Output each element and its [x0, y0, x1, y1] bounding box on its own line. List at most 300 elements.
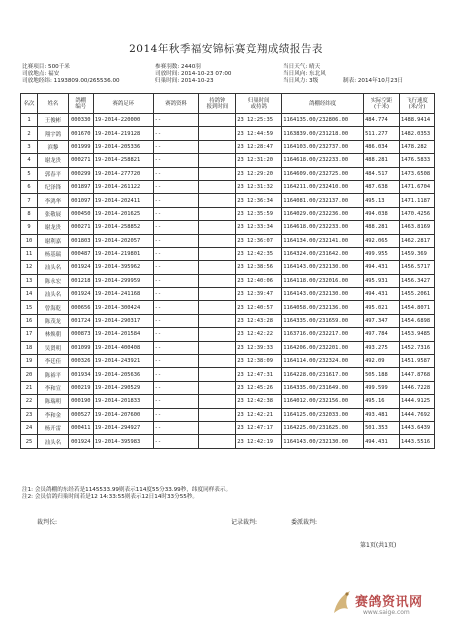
column-header: 赛鸽资料: [153, 94, 199, 114]
cell-info: --: [153, 140, 199, 153]
cell-loft: 000219: [68, 381, 93, 394]
cell-arrive: 23 12:38:56: [236, 261, 282, 274]
cell-coord: 1163839.00/231218.00: [282, 127, 364, 140]
cell-speed: 1473.6508: [399, 167, 434, 180]
cell-coord: 1164609.00/232725.00: [282, 167, 364, 180]
cell-loft: 001897: [68, 180, 93, 193]
meta-right: [283, 64, 326, 85]
cell-clock: [199, 408, 236, 421]
cell-ring: 19-2014-300424: [93, 301, 153, 314]
meta-event: 比赛项目: 500千米: [22, 64, 70, 70]
cell-coord: 1164081.00/232137.00: [282, 194, 364, 207]
cell-coord: 1164143.00/232130.00: [282, 435, 364, 448]
cell-loft: 000326: [68, 355, 93, 368]
cell-info: --: [153, 194, 199, 207]
cell-ring: 19-2014-261122: [93, 180, 153, 193]
cell-info: --: [153, 408, 199, 421]
cell-clock: [199, 221, 236, 234]
cell-clock: [199, 274, 236, 287]
cell-loft: 001803: [68, 234, 93, 247]
cell-name: 滨黎: [37, 140, 68, 153]
table-row: [21, 435, 435, 448]
watermark: [330, 585, 445, 625]
cell-rank: 20: [21, 368, 38, 381]
cell-name: 陈茂龙: [37, 314, 68, 327]
cell-ring: 19-2014-395983: [93, 435, 153, 448]
cell-dist: 494.431: [364, 261, 400, 274]
cell-name: 陈永宏: [37, 274, 68, 287]
table-row: [21, 288, 435, 301]
cell-name: 李鸿华: [37, 194, 68, 207]
cell-arrive: 23 12:42:35: [236, 247, 282, 260]
cell-clock: [199, 301, 236, 314]
cell-name: 吴贤明: [37, 341, 68, 354]
cell-name: 郭春平: [37, 167, 68, 180]
cell-loft: 000271: [68, 154, 93, 167]
cell-ring: 19-2014-205636: [93, 368, 153, 381]
cell-dist: 499.599: [364, 381, 400, 394]
cell-dist: 488.281: [364, 154, 400, 167]
cell-info: --: [153, 355, 199, 368]
table-row: [21, 114, 435, 127]
cell-dist: 495.16: [364, 395, 400, 408]
cell-speed: 1470.4256: [399, 207, 434, 220]
cell-name: 王俊彬: [37, 114, 68, 127]
cell-speed: 1456.3427: [399, 274, 434, 287]
column-header: 鸽棚 编号: [68, 94, 93, 114]
cell-info: --: [153, 421, 199, 434]
table-row: [21, 395, 435, 408]
table-row: [21, 421, 435, 434]
cell-loft: 000527: [68, 408, 93, 421]
cell-arrive: 23 12:39:33: [236, 341, 282, 354]
cell-ring: 19-2014-220000: [93, 114, 153, 127]
cell-name: 陈瑞明: [37, 395, 68, 408]
cell-coord: 1164134.00/232141.00: [282, 234, 364, 247]
cell-coord: 1164324.00/231642.00: [282, 247, 364, 260]
cell-clock: [199, 154, 236, 167]
cell-name: 汕头名: [37, 288, 68, 301]
cell-loft: 000656: [68, 301, 93, 314]
cell-info: --: [153, 154, 199, 167]
cell-loft: 000271: [68, 221, 93, 234]
cell-rank: 4: [21, 154, 38, 167]
meta-weather: 当日天气: 晴天: [283, 64, 321, 70]
cell-speed: 1482.0353: [399, 127, 434, 140]
meta-release-site: 司放地点: 福安: [22, 71, 60, 77]
cell-arrive: 23 12:40:06: [236, 274, 282, 287]
cell-rank: 14: [21, 288, 38, 301]
cell-name: 杨基瑞: [37, 247, 68, 260]
cell-speed: 1443.6439: [399, 421, 434, 434]
meta-release-coords: 司放地经纬: 1193809.00/265536.00: [22, 78, 120, 84]
cell-arrive: 23 12:42:22: [236, 328, 282, 341]
column-header: 实际空距 (千米): [364, 94, 400, 114]
cell-speed: 1446.7228: [399, 381, 434, 394]
cell-clock: [199, 355, 236, 368]
table-row: [21, 408, 435, 421]
cell-name: 张敬展: [37, 207, 68, 220]
column-header: 飞行速度 (米/分): [399, 94, 434, 114]
cell-name: 林焕朝: [37, 328, 68, 341]
cell-info: --: [153, 114, 199, 127]
cell-rank: 19: [21, 355, 38, 368]
cell-clock: [199, 314, 236, 327]
cell-rank: 2: [21, 127, 38, 140]
cell-clock: [199, 435, 236, 448]
cell-info: --: [153, 167, 199, 180]
meta-left: [22, 64, 120, 85]
cell-loft: 000190: [68, 395, 93, 408]
cell-name: 纪泽锋: [37, 180, 68, 193]
cell-info: --: [153, 261, 199, 274]
pigeon-logo-icon: [330, 587, 354, 617]
cell-info: --: [153, 288, 199, 301]
cell-dist: 488.281: [364, 221, 400, 234]
report-title: 2014年秋季福安锦标赛竞翔成绩报告表: [129, 43, 323, 55]
cell-coord: 1164125.00/232033.00: [282, 408, 364, 421]
column-header: 姓名: [37, 94, 68, 114]
watermark-url: www.saige.com: [363, 609, 410, 616]
cell-rank: 7: [21, 194, 38, 207]
cell-arrive: 23 12:44:59: [236, 127, 282, 140]
cell-dist: 501.353: [364, 421, 400, 434]
cell-arrive: 23 12:36:07: [236, 234, 282, 247]
cell-coord: 1164012.00/232156.00: [282, 395, 364, 408]
cell-loft: 000487: [68, 247, 93, 260]
cell-speed: 1478.282: [399, 140, 434, 153]
cell-arrive: 23 12:42:21: [236, 408, 282, 421]
cell-arrive: 23 12:35:59: [236, 207, 282, 220]
column-header: 持鸽钟 报到时间: [199, 94, 236, 114]
cell-dist: 492.09: [364, 355, 400, 368]
cell-speed: 1452.7316: [399, 341, 434, 354]
cell-name: 汕头名: [37, 435, 68, 448]
cell-ring: 19-2014-294927: [93, 421, 153, 434]
cell-speed: 1463.8169: [399, 221, 434, 234]
cell-rank: 23: [21, 408, 38, 421]
cell-speed: 1462.2817: [399, 234, 434, 247]
cell-ring: 19-2014-201625: [93, 207, 153, 220]
cell-rank: 5: [21, 167, 38, 180]
cell-rank: 1: [21, 114, 38, 127]
cell-info: --: [153, 368, 199, 381]
cell-ring: 19-2014-201584: [93, 328, 153, 341]
table-row: [21, 247, 435, 260]
cell-coord: 1164618.00/232233.00: [282, 221, 364, 234]
cell-coord: 1164058.00/232136.00: [282, 301, 364, 314]
table-row: [21, 355, 435, 368]
cell-name: 陈裕平: [37, 368, 68, 381]
table-row: [21, 368, 435, 381]
cell-rank: 18: [21, 341, 38, 354]
cell-ring: 19-2014-201833: [93, 395, 153, 408]
cell-ring: 19-2014-202057: [93, 234, 153, 247]
cell-coord: 1164103.00/232737.00: [282, 140, 364, 153]
table-header-row: [21, 94, 435, 114]
cell-clock: [199, 395, 236, 408]
cell-ring: 19-2014-207600: [93, 408, 153, 421]
table-row: [21, 180, 435, 193]
cell-loft: 001934: [68, 368, 93, 381]
cell-dist: 492.065: [364, 234, 400, 247]
cell-speed: 1476.5833: [399, 154, 434, 167]
cell-dist: 495.931: [364, 274, 400, 287]
cell-name: 汕头名: [37, 261, 68, 274]
referee-label: 裁判长:: [37, 519, 58, 526]
cell-dist: 505.188: [364, 368, 400, 381]
table-row: [21, 301, 435, 314]
column-header: 鸽棚经纬度: [282, 94, 364, 114]
cell-arrive: 23 12:39:47: [236, 288, 282, 301]
cell-rank: 21: [21, 381, 38, 394]
cell-speed: 1454.8071: [399, 301, 434, 314]
cell-name: 谢龙贵: [37, 154, 68, 167]
cell-info: --: [153, 341, 199, 354]
table-row: [21, 221, 435, 234]
cell-info: --: [153, 207, 199, 220]
cell-clock: [199, 167, 236, 180]
cell-name: 谢利嘉: [37, 234, 68, 247]
table-row: [21, 167, 435, 180]
cell-name: 李和宣: [37, 381, 68, 394]
table-row: [21, 381, 435, 394]
meta-date: 制表: 2014年10月23日: [343, 78, 404, 84]
cell-clock: [199, 288, 236, 301]
cell-arrive: 23 12:31:20: [236, 154, 282, 167]
cell-arrive: 23 12:36:34: [236, 194, 282, 207]
cell-coord: 1164206.00/232201.00: [282, 341, 364, 354]
cell-loft: 001924: [68, 435, 93, 448]
cell-arrive: 23 12:31:32: [236, 180, 282, 193]
meta-release-time: 司放时间: 2014-10-23 07:00: [155, 71, 232, 77]
cell-rank: 12: [21, 261, 38, 274]
cell-ring: 19-2014-290529: [93, 381, 153, 394]
cell-rank: 25: [21, 435, 38, 448]
cell-rank: 9: [21, 221, 38, 234]
cell-rank: 17: [21, 328, 38, 341]
cell-clock: [199, 234, 236, 247]
cell-info: --: [153, 314, 199, 327]
cell-ring: 19-2014-202411: [93, 194, 153, 207]
cell-clock: [199, 328, 236, 341]
cell-arrive: 23 12:25:35: [236, 114, 282, 127]
column-header: 归巢时间 或持鸽: [236, 94, 282, 114]
cell-arrive: 23 12:38:09: [236, 355, 282, 368]
cell-clock: [199, 207, 236, 220]
cell-ring: 19-2014-241168: [93, 288, 153, 301]
cell-clock: [199, 114, 236, 127]
cell-ring: 19-2014-219128: [93, 127, 153, 140]
cell-dist: 497.784: [364, 328, 400, 341]
table-row: [21, 154, 435, 167]
cell-speed: 1444.7692: [399, 408, 434, 421]
cell-info: --: [153, 180, 199, 193]
cell-loft: 000873: [68, 328, 93, 341]
cell-ring: 19-2014-243921: [93, 355, 153, 368]
note-2: 注2: 会员信鸽归巢时间若是12 14:33:55则表示12日14时33分55秒。: [22, 494, 198, 500]
cell-loft: 001999: [68, 140, 93, 153]
table-row: [21, 261, 435, 274]
cell-info: --: [153, 221, 199, 234]
cell-ring: 19-2014-290317: [93, 314, 153, 327]
cell-dist: 511.277: [364, 127, 400, 140]
cell-ring: 19-2014-400408: [93, 341, 153, 354]
cell-dist: 497.347: [364, 314, 400, 327]
cell-info: --: [153, 381, 199, 394]
column-header: 赛鸽足环: [93, 94, 153, 114]
cell-name: 翔宇鸽: [37, 127, 68, 140]
cell-dist: 494.038: [364, 207, 400, 220]
cell-loft: 001724: [68, 314, 93, 327]
cell-rank: 6: [21, 180, 38, 193]
table-row: [21, 234, 435, 247]
cell-speed: 1488.9414: [399, 114, 434, 127]
table-row: [21, 274, 435, 287]
table-row: [21, 127, 435, 140]
meta-entries: 参赛羽数: 2440羽: [155, 64, 201, 70]
cell-dist: 495.13: [364, 194, 400, 207]
cell-ring: 19-2014-277720: [93, 167, 153, 180]
table-row: [21, 194, 435, 207]
cell-rank: 11: [21, 247, 38, 260]
note-1: 注1: 会员鸽棚的东经若是1145533.99则表示114度55分33.99秒，纬度同样表示。: [22, 487, 232, 493]
cell-arrive: 23 12:42:38: [236, 395, 282, 408]
cell-coord: 1164225.00/231625.00: [282, 421, 364, 434]
cell-info: --: [153, 435, 199, 448]
cell-clock: [199, 421, 236, 434]
cell-dist: 494.431: [364, 435, 400, 448]
cell-loft: 001924: [68, 288, 93, 301]
cell-coord: 1164143.00/232130.00: [282, 261, 364, 274]
cell-coord: 1164335.00/231659.00: [282, 314, 364, 327]
cell-ring: 19-2014-219801: [93, 247, 153, 260]
cell-arrive: 23 12:29:20: [236, 167, 282, 180]
cell-dist: 494.431: [364, 288, 400, 301]
cell-speed: 1451.9587: [399, 355, 434, 368]
cell-clock: [199, 140, 236, 153]
cell-clock: [199, 180, 236, 193]
cell-loft: 001097: [68, 194, 93, 207]
cell-name: 曾海乾: [37, 301, 68, 314]
cell-coord: 1164118.00/232016.00: [282, 274, 364, 287]
cell-coord: 1164335.00/231649.00: [282, 381, 364, 394]
cell-rank: 10: [21, 234, 38, 247]
results-table: [20, 93, 435, 449]
meta-wind-direction: 当日风向: 东北风: [283, 71, 326, 77]
cell-speed: 1444.9125: [399, 395, 434, 408]
table-row: [21, 341, 435, 354]
cell-coord: 1164029.00/232236.00: [282, 207, 364, 220]
cell-loft: 000450: [68, 207, 93, 220]
cell-info: --: [153, 247, 199, 260]
table-row: [21, 314, 435, 327]
cell-loft: 000330: [68, 114, 93, 127]
cell-arrive: 23 12:45:26: [236, 381, 282, 394]
meta-return-time: 归巢时间: 2014-10-23: [155, 78, 214, 84]
cell-loft: 001670: [68, 127, 93, 140]
cell-rank: 24: [21, 421, 38, 434]
cell-dist: 484.517: [364, 167, 400, 180]
cell-speed: 1459.369: [399, 247, 434, 260]
column-header: 名次: [21, 94, 38, 114]
cell-coord: 1164114.00/232324.00: [282, 355, 364, 368]
cell-loft: 001099: [68, 341, 93, 354]
cell-dist: 493.275: [364, 341, 400, 354]
cell-clock: [199, 368, 236, 381]
watermark-brand: 赛鸽资讯网: [355, 595, 423, 610]
cell-name: 李廷佳: [37, 355, 68, 368]
cell-info: --: [153, 127, 199, 140]
cell-ring: 19-2014-299959: [93, 274, 153, 287]
cell-loft: 001218: [68, 274, 93, 287]
cell-rank: 3: [21, 140, 38, 153]
cell-loft: 000299: [68, 167, 93, 180]
cell-name: 杨开雷: [37, 421, 68, 434]
cell-ring: 19-2014-205336: [93, 140, 153, 153]
meta-wind-force: 当日风力: 3级: [283, 78, 319, 84]
cell-speed: 1453.9485: [399, 328, 434, 341]
cell-info: --: [153, 234, 199, 247]
page-number: 第1页(共1页): [360, 542, 397, 549]
cell-loft: 000411: [68, 421, 93, 434]
cell-dist: 484.774: [364, 114, 400, 127]
cell-speed: 1471.1187: [399, 194, 434, 207]
cell-ring: 19-2014-258821: [93, 154, 153, 167]
cell-rank: 22: [21, 395, 38, 408]
cell-dist: 486.034: [364, 140, 400, 153]
cell-clock: [199, 261, 236, 274]
cell-ring: 19-2014-258852: [93, 221, 153, 234]
cell-dist: 487.638: [364, 180, 400, 193]
cell-speed: 1455.2061: [399, 288, 434, 301]
notes: [22, 487, 231, 501]
cell-clock: [199, 247, 236, 260]
cell-arrive: 23 12:42:19: [236, 435, 282, 448]
cell-coord: 1163716.00/232217.00: [282, 328, 364, 341]
cell-clock: [199, 381, 236, 394]
table-body: [21, 114, 435, 449]
cell-clock: [199, 194, 236, 207]
recorder-label: 记录裁判:: [231, 519, 258, 526]
table-row: [21, 328, 435, 341]
cell-info: --: [153, 395, 199, 408]
cell-rank: 15: [21, 301, 38, 314]
cell-coord: 1164618.00/232233.00: [282, 154, 364, 167]
cell-rank: 8: [21, 207, 38, 220]
cell-loft: 001924: [68, 261, 93, 274]
cell-speed: 1456.5717: [399, 261, 434, 274]
cell-coord: 1164228.00/231617.00: [282, 368, 364, 381]
cell-name: 谢龙贵: [37, 221, 68, 234]
cell-arrive: 23 12:33:34: [236, 221, 282, 234]
cell-rank: 13: [21, 274, 38, 287]
cell-speed: 1471.6704: [399, 180, 434, 193]
cell-speed: 1454.6898: [399, 314, 434, 327]
table-row: [21, 140, 435, 153]
cell-dist: 493.481: [364, 408, 400, 421]
cell-arrive: 23 12:47:31: [236, 368, 282, 381]
cell-arrive: 23 12:28:47: [236, 140, 282, 153]
cell-arrive: 23 12:43:28: [236, 314, 282, 327]
cell-info: --: [153, 274, 199, 287]
cell-speed: 1443.5516: [399, 435, 434, 448]
cell-speed: 1447.8768: [399, 368, 434, 381]
cell-coord: 1164135.00/232806.00: [282, 114, 364, 127]
cell-dist: 499.955: [364, 247, 400, 260]
cell-ring: 19-2014-395962: [93, 261, 153, 274]
cell-coord: 1164211.00/232410.00: [282, 180, 364, 193]
